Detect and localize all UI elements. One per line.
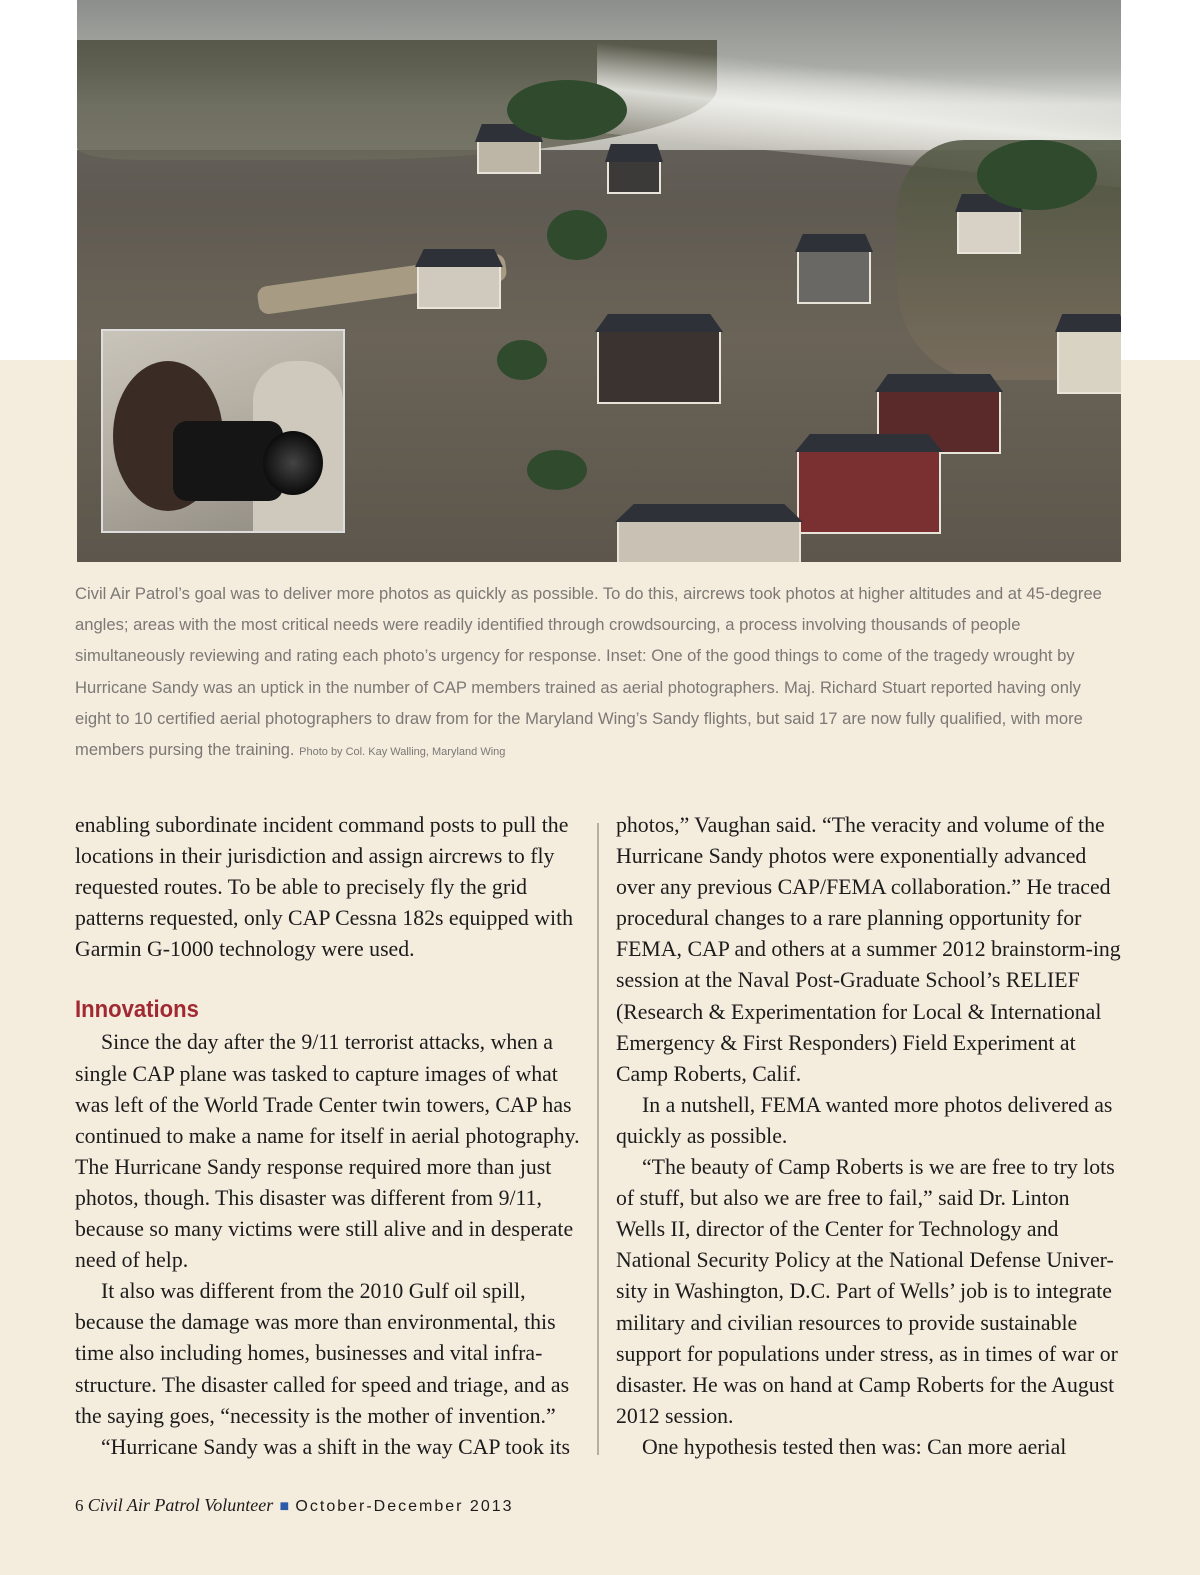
photo-caption [75, 578, 1120, 768]
paragraph: enabling subordinate incident command posts to pull the locations in their jurisdiction and assign aircrews to fly requested routes. To be able to precisely fly the grid patterns requested, only CAP Cessna 182s equipped with Garmin G-1000 technology were used. [75, 813, 574, 962]
column-divider [597, 823, 599, 1455]
house [957, 210, 1021, 254]
house [417, 265, 501, 309]
page-footer [75, 1495, 514, 1516]
house [607, 160, 661, 194]
right-column [616, 810, 1121, 1463]
left-column [75, 810, 580, 1463]
tree [977, 140, 1097, 210]
tree [507, 80, 627, 140]
house [797, 450, 941, 534]
paragraph: “The beauty of Camp Roberts is we are free to try lots of stuff, but also we are free to fail,” said Dr. Linton Wells II, director of the Center for Technology and National Security Policy at the National Defense Univer-sity in Washington, D.C. Part of Wells’ job is to integrate military and civilian resources to provide sustainable support for populations under stress, as in times of war or disaster. He was on hand at Camp Roberts for the August 2012 session. [616, 1155, 1118, 1428]
inset-photo [103, 331, 343, 531]
tree [497, 340, 547, 380]
separator-square-icon: ■ [279, 1498, 290, 1515]
paragraph: “Hurricane Sandy was a shift in the way CAP took its [101, 1434, 570, 1459]
paragraph: photos,” Vaughan said. “The veracity and volume of the Hurricane Sandy photos were exponentially advanced over any previous CAP/FEMA collaboration.” He traced procedural changes to a rare planning opportunity for FEMA, CAP and others at a summer 2012 brainstorm-ing session at the Naval Post-Graduate School’s RELIEF (Research & Experimentation for Local & International Emergency & First Responders) Field Experiment at Camp Roberts, Calif. [616, 813, 1121, 1086]
house [597, 330, 721, 404]
house [477, 140, 541, 174]
magazine-title: Civil Air Patrol Volunteer [87, 1495, 274, 1515]
tree [527, 450, 587, 490]
section-heading: Innovations [75, 996, 199, 1024]
house [797, 250, 871, 304]
paragraph: One hypothesis tested then was: Can more aerial [642, 1434, 1067, 1459]
camera-lens [263, 431, 323, 495]
house [617, 520, 801, 562]
paragraph: Since the day after the 9/11 terrorist attacks, when a single CAP plane was tasked to capture images of what was left of the World Trade Center twin towers, CAP has continued to make a name for itself in aerial photography. The Hurricane Sandy response required more than just photos, though. This disaster was different from 9/11, because so many victims were still alive and in desperate need of help. [75, 1030, 580, 1273]
page-number: 6 [75, 1496, 84, 1515]
issue-date: October-December 2013 [295, 1498, 514, 1515]
paragraph: It also was different from the 2010 Gulf oil spill, because the damage was more than environmental, this time also including homes, businesses and vital infra-structure. The disaster called for speed and triage, and as the saying goes, “necessity is the mother of invention.” [75, 1279, 570, 1428]
paragraph: In a nutshell, FEMA wanted more photos delivered as quickly as possible. [616, 1092, 1113, 1148]
photo-credit: Photo by Col. Kay Walling, Maryland Wing [299, 746, 506, 759]
caption-text: Civil Air Patrol’s goal was to deliver more photos as quickly as possible. To do this, aircrews took photos at higher altitudes and at 45-degree angles; areas with the most critical needs were readily identified through crowdsourcing, a process involving thousands of people simultaneously reviewing and rating each photo’s urgency for response. Inset: One of the good things to come of the tragedy wrought by Hurricane Sandy was an uptick in the number of CAP members trained as aerial photographers. Maj. Richard Stuart reported having only eight to 10 certified aerial photographers to draw from for the Maryland Wing’s Sandy flights, but said 17 are now fully qualified, with more members pursing the training. [75, 584, 1102, 760]
tree [547, 210, 607, 260]
house [1057, 330, 1121, 394]
